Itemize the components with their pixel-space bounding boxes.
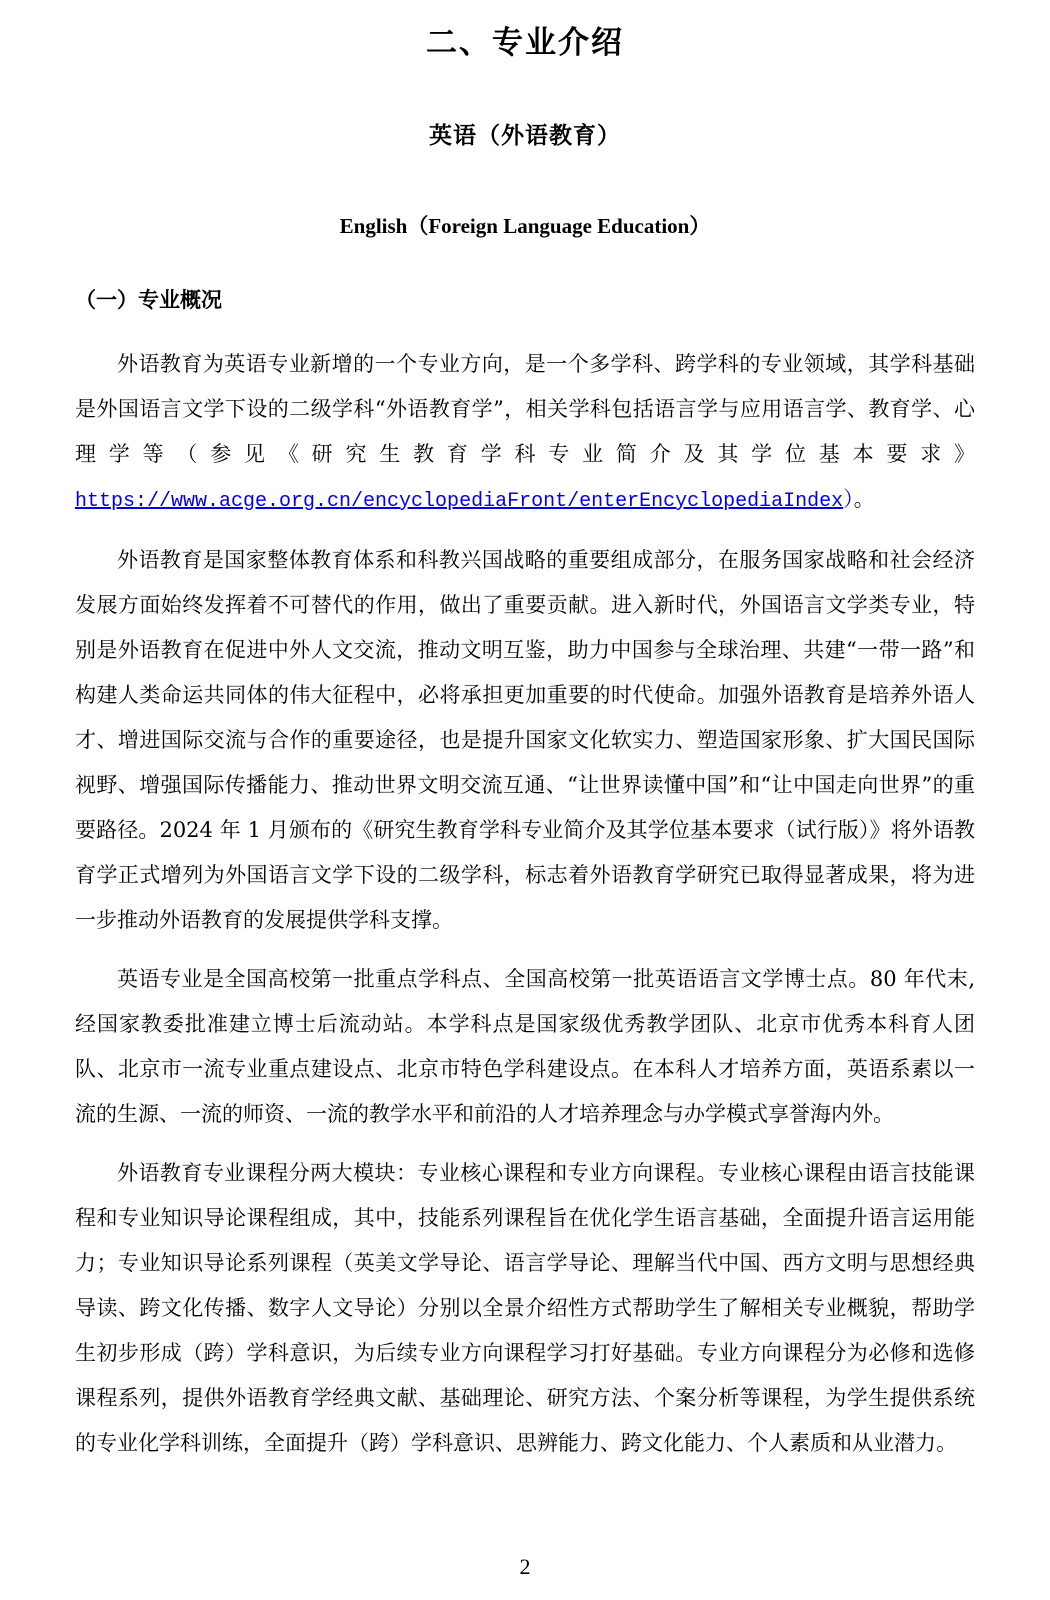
paragraph-national-strategy: 外语教育是国家整体教育体系和科教兴国战略的重要组成部分，在服务国家战略和社会经济发展方面始终发挥着不可替代的作用，做出了重要贡献。进入新时代，外国语言文学类专业，特别是外语教育在促进中外人文交流，推动文明互鉴，助力中国参与全球治理、共建“一带一路”和构建人类命运共同体的伟大征程中，必将承担更加重要的时代使命。加强外语教育是培养外语人才、增进国际交流与合作的重要途径，也是提升国家文化软实力、塑造国家形象、扩大国民国际视野、增强国际传播能力、推动世界文明交流互通、“让世界读懂中国”和“让中国走向世界”的重要路径。2024 年 1 月颁布的《研究生教育学科专业简介及其学位基本要求（试行版）》将外语教育学正式增列为外国语言文学下设的二级学科，标志着外语教育学研究已取得显著成果，将为进一步推动外语教育的发展提供学科支撑。: [75, 548, 975, 932]
section-heading-overview: （一）专业概况: [75, 287, 222, 312]
major-title-en: English（Foreign Language Education）: [339, 214, 711, 238]
page-number: 2: [519, 1554, 531, 1579]
paragraph-overview-text: 外语教育为英语专业新增的一个专业方向，是一个多学科、跨学科的专业领域，其学科基础是外国语言文学下设的二级学科“外语教育学”，相关学科包括语言学与应用语言学、教育学、心理学等（参见《研究生教育学科专业简介及其学位基本要求》: [75, 352, 975, 466]
major-title-zh: 英语（外语教育）: [429, 122, 621, 149]
paragraph-overview-period: 。: [853, 487, 875, 511]
encyclopedia-link[interactable]: https://www.acge.org.cn/encyclopediaFront/enterEncyclopediaIndex: [75, 490, 844, 513]
page-title: 二、专业介绍: [426, 25, 624, 61]
link-closing-paren: ）: [843, 487, 854, 511]
paragraph-curriculum: 外语教育专业课程分两大模块：专业核心课程和专业方向课程。专业核心课程由语言技能课程和专业知识导论课程组成，其中，技能系列课程旨在优化学生语言基础，全面提升语言运用能力；专业知识导论系列课程（英美文学导论、语言学导论、理解当代中国、西方文明与思想经典导读、跨文化传播、数字人文导论）分别以全景介绍性方式帮助学生了解相关专业概貌，帮助学生初步形成（跨）学科意识，为后续专业方向课程学习打好基础。专业方向课程分为必修和选修课程系列，提供外语教育学经典文献、基础理论、研究方法、个案分析等课程，为学生提供系统的专业化学科训练，全面提升（跨）学科意识、思辨能力、跨文化能力、个人素质和从业潜力。: [75, 1161, 975, 1455]
paragraph-program-history: 英语专业是全国高校第一批重点学科点、全国高校第一批英语语言文学博士点。80 年代末,经国家教委批准建立博士后流动站。本学科点是国家级优秀教学团队、北京市优秀本科育人团队、北京市一流专业重点建设点、北京市特色学科建设点。在本科人才培养方面，英语系素以一流的生源、一流的师资、一流的教学水平和前沿的人才培养理念与办学模式享誉海内外。: [75, 967, 975, 1126]
paragraph-overview: [75, 342, 975, 524]
